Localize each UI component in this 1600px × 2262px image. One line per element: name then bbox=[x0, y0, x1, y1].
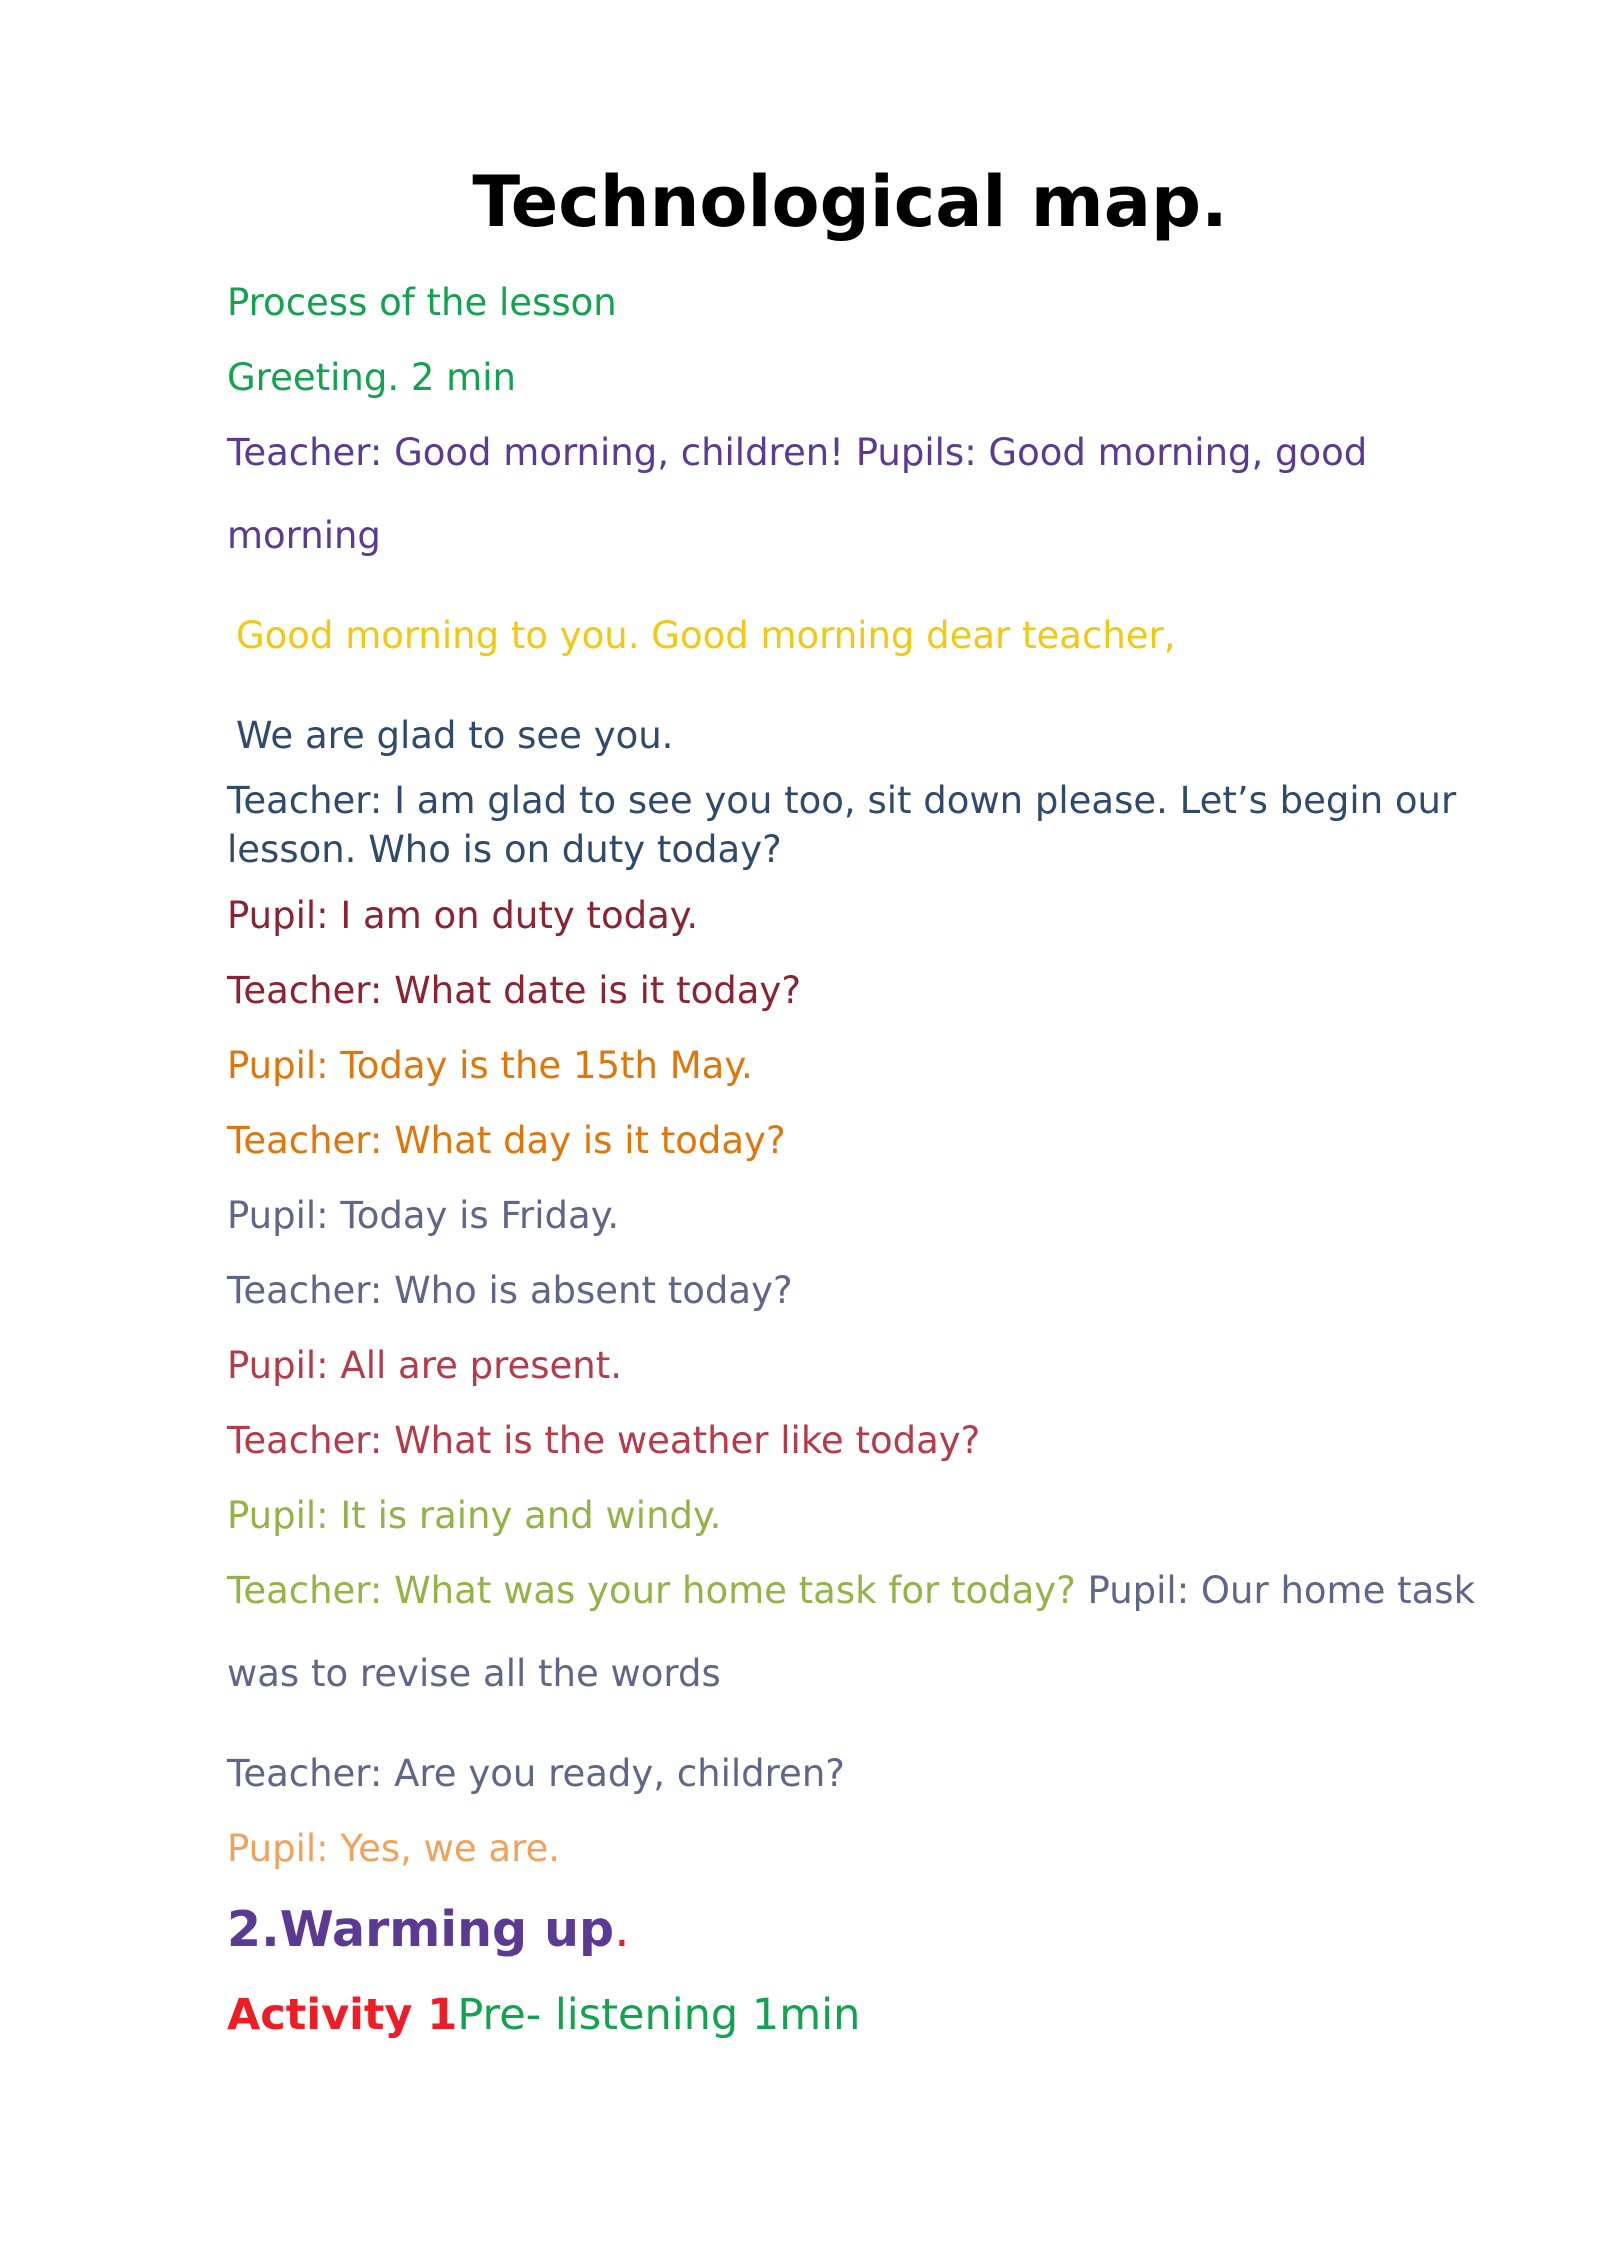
dialogue-line-weather-answer: Pupil: It is rainy and windy. bbox=[227, 1494, 722, 1537]
dialogue-line-absent-question: Teacher: Who is absent today? bbox=[227, 1269, 793, 1312]
activity-heading bbox=[227, 1987, 860, 2043]
home-task-question: Teacher: What was your home task for today? bbox=[227, 1569, 1076, 1612]
warming-up-heading bbox=[227, 1900, 630, 1960]
dialogue-line-ready-question: Teacher: Are you ready, children? bbox=[227, 1752, 845, 1795]
dialogue-line-glad: Teacher: I am glad to see you too, sit down please. Let’s begin our bbox=[227, 779, 1457, 822]
dialogue-line-absent-answer: Pupil: All are present. bbox=[227, 1344, 623, 1387]
song-line-glad: We are glad to see you. bbox=[236, 714, 674, 757]
dialogue-line-glad-cont: lesson. Who is on duty today? bbox=[227, 828, 782, 871]
dialogue-line-good-morning: Teacher: Good morning, children! Pupils: Good morning, good bbox=[227, 431, 1368, 474]
activity-description: Pre- listening 1min bbox=[457, 1990, 861, 2040]
page-title: Technological map. bbox=[472, 161, 1228, 243]
dialogue-line-day-question: Teacher: What day is it today? bbox=[227, 1119, 786, 1162]
dialogue-line-ready-answer: Pupil: Yes, we are. bbox=[227, 1827, 561, 1870]
dialogue-line-date-answer: Pupil: Today is the 15th May. bbox=[227, 1044, 753, 1087]
dialogue-line-duty: Pupil: I am on duty today. bbox=[227, 894, 699, 937]
dialogue-line-weather-question: Teacher: What is the weather like today? bbox=[227, 1419, 981, 1462]
song-line: Good morning to you. Good morning dear teacher, bbox=[236, 614, 1176, 657]
process-heading: Process of the lesson bbox=[227, 281, 617, 324]
dialogue-line-home-task bbox=[227, 1567, 1475, 1615]
greeting-heading: Greeting. 2 min bbox=[227, 356, 516, 399]
dialogue-line-day-answer: Pupil: Today is Friday. bbox=[227, 1194, 620, 1237]
activity-label: Activity 1 bbox=[227, 1990, 458, 2040]
warming-up-dot: . bbox=[614, 1901, 630, 1958]
dialogue-line-good-morning-cont: morning bbox=[227, 514, 381, 557]
dialogue-line-home-task-cont: was to revise all the words bbox=[227, 1652, 721, 1695]
dialogue-line-date-question: Teacher: What date is it today? bbox=[227, 969, 801, 1012]
warming-up-text: 2.Warming up bbox=[227, 1901, 615, 1958]
home-task-answer: Pupil: Our home task bbox=[1075, 1569, 1476, 1612]
